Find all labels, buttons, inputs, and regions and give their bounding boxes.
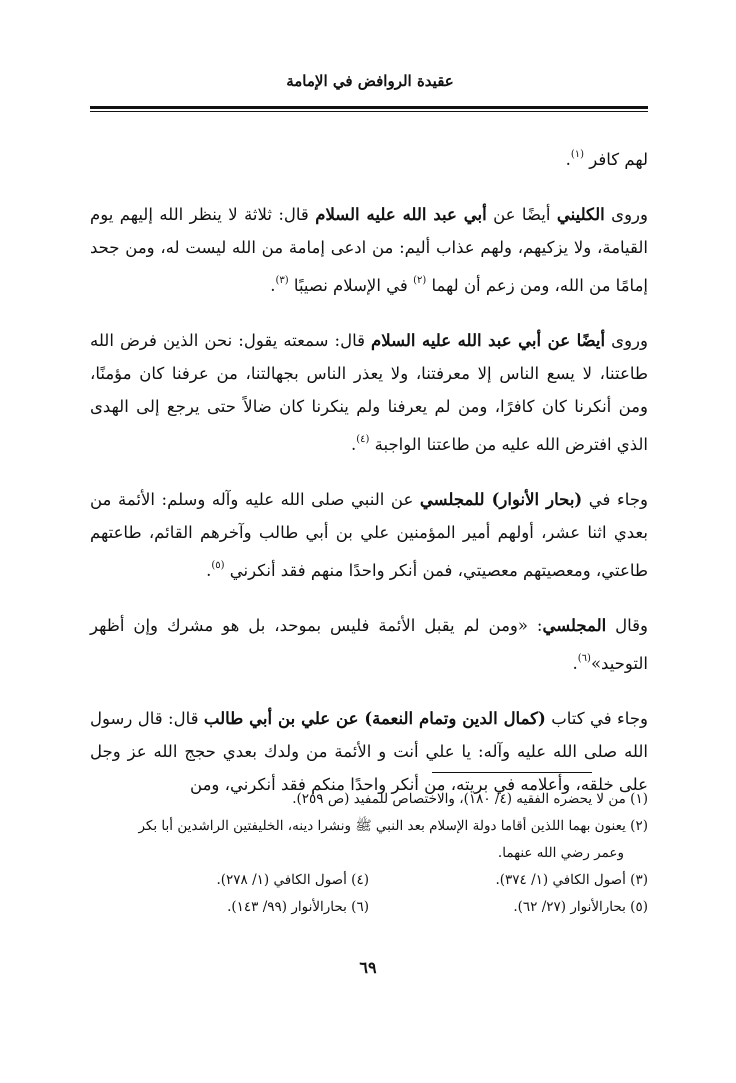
footnote-5: (٥) بحارالأنوار (٢٧/ ٦٢). xyxy=(513,899,648,915)
footnote-ref-5: (٥) xyxy=(211,560,225,571)
footnote-ref-6: (٦) xyxy=(577,653,591,664)
footnote-ref-2: (٢) xyxy=(413,275,427,286)
paragraph-2: وروى الكليني أيضًا عن أبي عبد الله عليه السلام قال: ثلاثة لا ينظر الله إليهم يوم القيامة، ولا يزكيهم، ولهم عذاب أليم: من ادعى إمامة من الله ليست له، ومن جحد إمامًا من الله، ومن زعم أن لهما $^{(٢)}$ في الإسلام نصيبًا $^{(٣)}$. xyxy=(90,205,648,295)
footnote-4: (٤) أصول الكافي (١/ ٢٧٨). xyxy=(216,872,369,888)
footnote-row-5-6 xyxy=(90,894,648,921)
footnote-2-continued: وعمر رضي الله عنهما. xyxy=(497,845,624,861)
header-rule-thin xyxy=(90,111,648,112)
footnote-ref-3: (٣) xyxy=(275,275,289,286)
footnote-row-3-4 xyxy=(90,867,648,894)
footnote-1: (١) من لا يحضره الفقيه (٤/ ١٨٠)، والاختصاص للمفيد (ص ٢٥٩). xyxy=(292,791,648,807)
paragraph-4: وجاء في (بحار الأنوار) للمجلسي عن النبي صلى الله عليه وآله وسلم: الأئمة من بعدي اثنا عشر، أولهم أمير المؤمنين علي بن أبي طالب وآخرهم القائم، طاعتهم طاعتي، ومعصيتهم معصيتي، فمن أنكر واحدًا منهم فقد أنكرني $^{(٥)}$. xyxy=(90,490,648,580)
paragraph-1: لهم كافر $^{(١)}$. xyxy=(565,149,648,169)
page-number: ٦٩ xyxy=(359,958,377,977)
paragraph-5: وقال المجلسي: «ومن لم يقبل الأئمة فليس بموحد، بل هو مشرك وإن أظهر التوحيد»$^{(٦)}$. xyxy=(90,616,648,673)
main-text xyxy=(90,138,648,823)
footnote-ref-4: (٤) xyxy=(356,434,370,445)
running-header: عقيدة الروافض في الإمامة xyxy=(286,72,454,90)
paragraph-3: وروى أيضًا عن أبي عبد الله عليه السلام قال: سمعته يقول: نحن الذين فرض الله طاعتنا، لا يسع الناس إلا معرفتنا، ولا يعذر الناس بجهالتنا، من عرفنا كان مؤمنًا، ومن أنكرنا كان كافرًا، ومن لم يعرفنا ولم ينكرنا كان ضالاً حتى يرجع إلى الهدى الذي افترض الله عليه من طاعتنا الواجبة $^{(٤)}$. xyxy=(90,331,648,454)
header-rule xyxy=(90,106,648,109)
footnote-3: (٣) أصول الكافي (١/ ٣٧٤). xyxy=(495,872,648,888)
paragraph-6: وجاء في كتاب (كمال الدين وتمام النعمة) عن علي بن أبي طالب قال: قال رسول الله صلى الله عليه وآله: يا علي أنت و الأئمة من ولدك بعدي حجج الله عز وجل على خلقه، وأعلامه في بريته، من أنكر واحدًا منكم فقد أنكرني، ومن xyxy=(90,709,648,794)
footnote-separator xyxy=(432,772,592,773)
footnote-6: (٦) بحارالأنوار (٩٩/ ١٤٣). xyxy=(227,899,369,915)
footnotes xyxy=(90,786,648,921)
footnote-ref-1: (١) xyxy=(570,149,585,160)
footnote-2: (٢) يعنون بهما اللذين أقاما دولة الإسلام بعد النبي ﷺ ونشرا دينه، الخليفتين الراشدين أبا بكر xyxy=(138,818,648,834)
